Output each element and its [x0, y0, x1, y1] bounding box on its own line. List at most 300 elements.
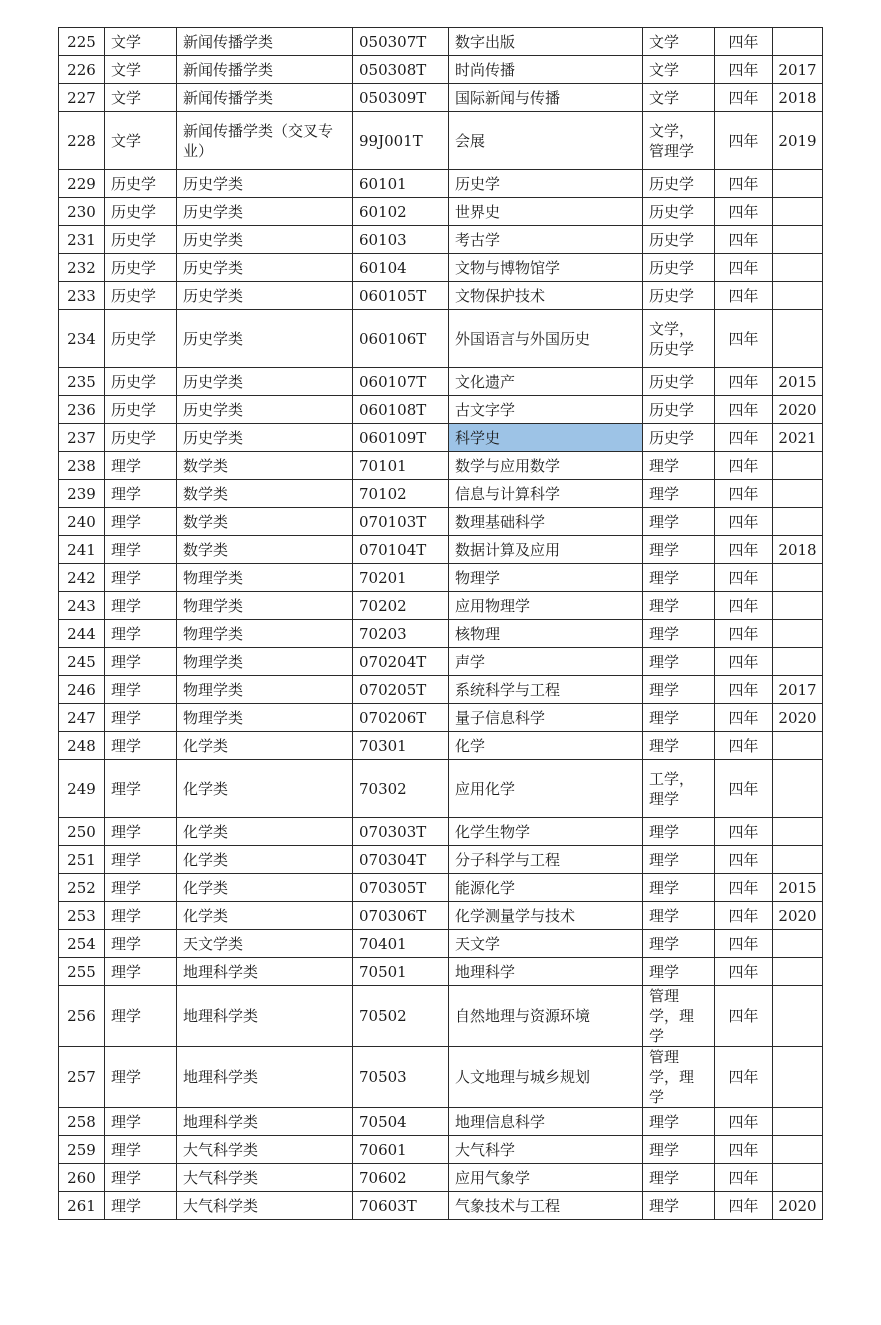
- duration-cell: 四年: [715, 1136, 773, 1164]
- subject-class-cell: 化学类: [177, 874, 353, 902]
- duration-cell: 四年: [715, 592, 773, 620]
- major-name-cell: 数理基础科学: [449, 508, 643, 536]
- table-row: [59, 986, 823, 1047]
- major-name-cell: 信息与计算科学: [449, 480, 643, 508]
- major-name-cell: 应用物理学: [449, 592, 643, 620]
- duration-cell: 四年: [715, 676, 773, 704]
- year-added-cell: [773, 28, 823, 56]
- major-code-cell: 070206T: [353, 704, 449, 732]
- major-name-cell: 文物保护技术: [449, 282, 643, 310]
- major-code-cell: 050309T: [353, 84, 449, 112]
- major-code-cell: 060109T: [353, 424, 449, 452]
- row-number-cell: 253: [59, 902, 105, 930]
- major-name-cell: 自然地理与资源环境: [449, 986, 643, 1047]
- discipline-cell: 历史学: [105, 368, 177, 396]
- table-row: [59, 930, 823, 958]
- row-number-cell: 256: [59, 986, 105, 1047]
- year-added-cell: [773, 620, 823, 648]
- table-row: [59, 620, 823, 648]
- discipline-cell: 历史学: [105, 198, 177, 226]
- major-name-cell: 物理学: [449, 564, 643, 592]
- degree-cell: 文学，管理学: [643, 112, 715, 170]
- year-added-cell: [773, 958, 823, 986]
- duration-cell: 四年: [715, 112, 773, 170]
- subject-class-cell: 数学类: [177, 508, 353, 536]
- major-code-cell: 070303T: [353, 818, 449, 846]
- major-name-cell: 数学与应用数学: [449, 452, 643, 480]
- duration-cell: 四年: [715, 170, 773, 198]
- discipline-cell: 文学: [105, 56, 177, 84]
- major-name-cell: 分子科学与工程: [449, 846, 643, 874]
- subject-class-cell: 新闻传播学类: [177, 84, 353, 112]
- discipline-cell: 理学: [105, 846, 177, 874]
- year-added-cell: [773, 818, 823, 846]
- subject-class-cell: 历史学类: [177, 226, 353, 254]
- subject-class-cell: 物理学类: [177, 564, 353, 592]
- duration-cell: 四年: [715, 874, 773, 902]
- duration-cell: 四年: [715, 536, 773, 564]
- table-row: [59, 396, 823, 424]
- duration-cell: 四年: [715, 1108, 773, 1136]
- row-number-cell: 261: [59, 1192, 105, 1220]
- major-code-cell: 70102: [353, 480, 449, 508]
- year-added-cell: [773, 310, 823, 368]
- duration-cell: 四年: [715, 28, 773, 56]
- major-code-cell: 070104T: [353, 536, 449, 564]
- subject-class-cell: 化学类: [177, 732, 353, 760]
- degree-cell: 理学: [643, 508, 715, 536]
- major-name-cell: 外国语言与外国历史: [449, 310, 643, 368]
- major-name-cell: 人文地理与城乡规划: [449, 1047, 643, 1108]
- row-number-cell: 232: [59, 254, 105, 282]
- duration-cell: 四年: [715, 396, 773, 424]
- discipline-cell: 理学: [105, 902, 177, 930]
- discipline-cell: 理学: [105, 874, 177, 902]
- year-added-cell: [773, 732, 823, 760]
- major-name-cell: 科学史: [449, 424, 643, 452]
- year-added-cell: [773, 846, 823, 874]
- row-number-cell: 246: [59, 676, 105, 704]
- duration-cell: 四年: [715, 424, 773, 452]
- discipline-cell: 历史学: [105, 396, 177, 424]
- subject-class-cell: 大气科学类: [177, 1164, 353, 1192]
- table-row: [59, 874, 823, 902]
- degree-cell: 理学: [643, 480, 715, 508]
- year-added-cell: [773, 480, 823, 508]
- duration-cell: 四年: [715, 254, 773, 282]
- year-added-cell: 2020: [773, 902, 823, 930]
- table-row: [59, 1108, 823, 1136]
- discipline-cell: 历史学: [105, 282, 177, 310]
- major-code-cell: 070204T: [353, 648, 449, 676]
- table-row: [59, 1047, 823, 1108]
- major-code-cell: 70203: [353, 620, 449, 648]
- major-code-cell: 70301: [353, 732, 449, 760]
- degree-cell: 历史学: [643, 282, 715, 310]
- major-name-cell: 会展: [449, 112, 643, 170]
- subject-class-cell: 历史学类: [177, 310, 353, 368]
- major-name-cell: 系统科学与工程: [449, 676, 643, 704]
- table-row: [59, 1164, 823, 1192]
- duration-cell: 四年: [715, 1164, 773, 1192]
- major-code-cell: 70202: [353, 592, 449, 620]
- year-added-cell: 2017: [773, 676, 823, 704]
- row-number-cell: 237: [59, 424, 105, 452]
- year-added-cell: [773, 282, 823, 310]
- major-name-cell: 文物与博物馆学: [449, 254, 643, 282]
- subject-class-cell: 大气科学类: [177, 1192, 353, 1220]
- duration-cell: 四年: [715, 846, 773, 874]
- subject-class-cell: 历史学类: [177, 254, 353, 282]
- degree-cell: 管理学，理学: [643, 986, 715, 1047]
- major-name-cell: 化学生物学: [449, 818, 643, 846]
- discipline-cell: 理学: [105, 732, 177, 760]
- row-number-cell: 230: [59, 198, 105, 226]
- table-row: [59, 846, 823, 874]
- major-name-cell: 能源化学: [449, 874, 643, 902]
- subject-class-cell: 化学类: [177, 760, 353, 818]
- table-row: [59, 368, 823, 396]
- major-code-cell: 070205T: [353, 676, 449, 704]
- row-number-cell: 251: [59, 846, 105, 874]
- table-row: [59, 1192, 823, 1220]
- table-row: [59, 564, 823, 592]
- year-added-cell: [773, 986, 823, 1047]
- discipline-cell: 历史学: [105, 170, 177, 198]
- table-row: [59, 254, 823, 282]
- discipline-cell: 理学: [105, 1136, 177, 1164]
- table-row: [59, 592, 823, 620]
- table-row: [59, 424, 823, 452]
- year-added-cell: 2020: [773, 396, 823, 424]
- major-code-cell: 060107T: [353, 368, 449, 396]
- discipline-cell: 理学: [105, 536, 177, 564]
- table-row: [59, 28, 823, 56]
- discipline-cell: 理学: [105, 508, 177, 536]
- major-name-cell: 地理信息科学: [449, 1108, 643, 1136]
- year-added-cell: 2018: [773, 536, 823, 564]
- row-number-cell: 243: [59, 592, 105, 620]
- degree-cell: 理学: [643, 1136, 715, 1164]
- year-added-cell: [773, 930, 823, 958]
- major-catalog-table: [58, 27, 823, 1220]
- table-row: [59, 1136, 823, 1164]
- subject-class-cell: 天文学类: [177, 930, 353, 958]
- discipline-cell: 理学: [105, 564, 177, 592]
- degree-cell: 文学: [643, 56, 715, 84]
- row-number-cell: 242: [59, 564, 105, 592]
- degree-cell: 理学: [643, 648, 715, 676]
- major-code-cell: 70101: [353, 452, 449, 480]
- table-row: [59, 310, 823, 368]
- duration-cell: 四年: [715, 310, 773, 368]
- degree-cell: 理学: [643, 846, 715, 874]
- table-row: [59, 452, 823, 480]
- major-code-cell: 70602: [353, 1164, 449, 1192]
- table-row: [59, 648, 823, 676]
- degree-cell: 历史学: [643, 424, 715, 452]
- year-added-cell: 2015: [773, 368, 823, 396]
- year-added-cell: [773, 760, 823, 818]
- year-added-cell: 2017: [773, 56, 823, 84]
- row-number-cell: 233: [59, 282, 105, 310]
- duration-cell: 四年: [715, 704, 773, 732]
- year-added-cell: 2018: [773, 84, 823, 112]
- table-row: [59, 818, 823, 846]
- table-row: [59, 282, 823, 310]
- discipline-cell: 理学: [105, 1047, 177, 1108]
- row-number-cell: 228: [59, 112, 105, 170]
- row-number-cell: 236: [59, 396, 105, 424]
- subject-class-cell: 地理科学类: [177, 1047, 353, 1108]
- row-number-cell: 247: [59, 704, 105, 732]
- major-name-cell: 声学: [449, 648, 643, 676]
- year-added-cell: [773, 1136, 823, 1164]
- table-row: [59, 480, 823, 508]
- degree-cell: 文学: [643, 84, 715, 112]
- degree-cell: 文学: [643, 28, 715, 56]
- degree-cell: 理学: [643, 732, 715, 760]
- discipline-cell: 理学: [105, 704, 177, 732]
- table-row: [59, 760, 823, 818]
- row-number-cell: 229: [59, 170, 105, 198]
- discipline-cell: 理学: [105, 1108, 177, 1136]
- subject-class-cell: 新闻传播学类（交叉专业）: [177, 112, 353, 170]
- year-added-cell: [773, 508, 823, 536]
- row-number-cell: 248: [59, 732, 105, 760]
- discipline-cell: 理学: [105, 760, 177, 818]
- degree-cell: 理学: [643, 620, 715, 648]
- year-added-cell: [773, 170, 823, 198]
- major-code-cell: 60102: [353, 198, 449, 226]
- major-code-cell: 70501: [353, 958, 449, 986]
- subject-class-cell: 数学类: [177, 480, 353, 508]
- degree-cell: 历史学: [643, 396, 715, 424]
- degree-cell: 理学: [643, 1192, 715, 1220]
- major-name-cell: 古文字学: [449, 396, 643, 424]
- table-row: [59, 676, 823, 704]
- row-number-cell: 241: [59, 536, 105, 564]
- year-added-cell: 2021: [773, 424, 823, 452]
- degree-cell: 理学: [643, 592, 715, 620]
- duration-cell: 四年: [715, 760, 773, 818]
- row-number-cell: 260: [59, 1164, 105, 1192]
- subject-class-cell: 物理学类: [177, 648, 353, 676]
- subject-class-cell: 化学类: [177, 902, 353, 930]
- major-code-cell: 070304T: [353, 846, 449, 874]
- row-number-cell: 244: [59, 620, 105, 648]
- subject-class-cell: 数学类: [177, 536, 353, 564]
- subject-class-cell: 物理学类: [177, 620, 353, 648]
- table-row: [59, 704, 823, 732]
- major-name-cell: 应用气象学: [449, 1164, 643, 1192]
- major-name-cell: 天文学: [449, 930, 643, 958]
- row-number-cell: 255: [59, 958, 105, 986]
- major-name-cell: 气象技术与工程: [449, 1192, 643, 1220]
- discipline-cell: 历史学: [105, 424, 177, 452]
- degree-cell: 历史学: [643, 226, 715, 254]
- discipline-cell: 理学: [105, 1164, 177, 1192]
- degree-cell: 理学: [643, 930, 715, 958]
- table-row: [59, 56, 823, 84]
- subject-class-cell: 大气科学类: [177, 1136, 353, 1164]
- duration-cell: 四年: [715, 958, 773, 986]
- discipline-cell: 文学: [105, 112, 177, 170]
- duration-cell: 四年: [715, 818, 773, 846]
- duration-cell: 四年: [715, 986, 773, 1047]
- major-code-cell: 60103: [353, 226, 449, 254]
- table-row: [59, 84, 823, 112]
- major-name-cell: 时尚传播: [449, 56, 643, 84]
- major-code-cell: 70502: [353, 986, 449, 1047]
- row-number-cell: 240: [59, 508, 105, 536]
- degree-cell: 理学: [643, 536, 715, 564]
- year-added-cell: [773, 1164, 823, 1192]
- subject-class-cell: 地理科学类: [177, 1108, 353, 1136]
- major-name-cell: 地理科学: [449, 958, 643, 986]
- duration-cell: 四年: [715, 732, 773, 760]
- year-added-cell: [773, 198, 823, 226]
- table-row: [59, 170, 823, 198]
- major-name-cell: 文化遗产: [449, 368, 643, 396]
- duration-cell: 四年: [715, 198, 773, 226]
- major-name-cell: 核物理: [449, 620, 643, 648]
- major-code-cell: 70401: [353, 930, 449, 958]
- duration-cell: 四年: [715, 1047, 773, 1108]
- subject-class-cell: 物理学类: [177, 592, 353, 620]
- discipline-cell: 理学: [105, 930, 177, 958]
- year-added-cell: [773, 1108, 823, 1136]
- degree-cell: 理学: [643, 1164, 715, 1192]
- degree-cell: 理学: [643, 564, 715, 592]
- degree-cell: 管理学，理学: [643, 1047, 715, 1108]
- table-row: [59, 198, 823, 226]
- major-name-cell: 应用化学: [449, 760, 643, 818]
- year-added-cell: [773, 226, 823, 254]
- major-code-cell: 70601: [353, 1136, 449, 1164]
- discipline-cell: 理学: [105, 676, 177, 704]
- table-row: [59, 536, 823, 564]
- year-added-cell: 2019: [773, 112, 823, 170]
- table-row: [59, 508, 823, 536]
- year-added-cell: 2020: [773, 1192, 823, 1220]
- subject-class-cell: 历史学类: [177, 396, 353, 424]
- major-code-cell: 060106T: [353, 310, 449, 368]
- degree-cell: 理学: [643, 874, 715, 902]
- major-code-cell: 70503: [353, 1047, 449, 1108]
- major-code-cell: 60104: [353, 254, 449, 282]
- discipline-cell: 理学: [105, 818, 177, 846]
- row-number-cell: 235: [59, 368, 105, 396]
- degree-cell: 历史学: [643, 198, 715, 226]
- row-number-cell: 258: [59, 1108, 105, 1136]
- discipline-cell: 理学: [105, 620, 177, 648]
- major-name-cell: 化学测量学与技术: [449, 902, 643, 930]
- table-row: [59, 902, 823, 930]
- subject-class-cell: 化学类: [177, 846, 353, 874]
- major-name-cell: 量子信息科学: [449, 704, 643, 732]
- year-added-cell: [773, 452, 823, 480]
- row-number-cell: 227: [59, 84, 105, 112]
- subject-class-cell: 化学类: [177, 818, 353, 846]
- duration-cell: 四年: [715, 452, 773, 480]
- major-name-cell: 数据计算及应用: [449, 536, 643, 564]
- major-code-cell: 050308T: [353, 56, 449, 84]
- degree-cell: 历史学: [643, 368, 715, 396]
- subject-class-cell: 历史学类: [177, 170, 353, 198]
- degree-cell: 工学，理学: [643, 760, 715, 818]
- subject-class-cell: 新闻传播学类: [177, 28, 353, 56]
- row-number-cell: 257: [59, 1047, 105, 1108]
- degree-cell: 历史学: [643, 170, 715, 198]
- year-added-cell: 2015: [773, 874, 823, 902]
- discipline-cell: 理学: [105, 452, 177, 480]
- major-code-cell: 70603T: [353, 1192, 449, 1220]
- year-added-cell: [773, 1047, 823, 1108]
- row-number-cell: 238: [59, 452, 105, 480]
- subject-class-cell: 地理科学类: [177, 986, 353, 1047]
- discipline-cell: 理学: [105, 648, 177, 676]
- duration-cell: 四年: [715, 368, 773, 396]
- major-code-cell: 70201: [353, 564, 449, 592]
- row-number-cell: 225: [59, 28, 105, 56]
- row-number-cell: 245: [59, 648, 105, 676]
- major-name-cell: 考古学: [449, 226, 643, 254]
- year-added-cell: [773, 648, 823, 676]
- duration-cell: 四年: [715, 226, 773, 254]
- year-added-cell: 2020: [773, 704, 823, 732]
- subject-class-cell: 地理科学类: [177, 958, 353, 986]
- major-name-cell: 化学: [449, 732, 643, 760]
- major-name-cell: 国际新闻与传播: [449, 84, 643, 112]
- duration-cell: 四年: [715, 56, 773, 84]
- degree-cell: 理学: [643, 958, 715, 986]
- subject-class-cell: 数学类: [177, 452, 353, 480]
- major-name-cell: 世界史: [449, 198, 643, 226]
- discipline-cell: 理学: [105, 480, 177, 508]
- degree-cell: 理学: [643, 818, 715, 846]
- major-code-cell: 070103T: [353, 508, 449, 536]
- table-body: [59, 28, 823, 1220]
- major-name-cell: 大气科学: [449, 1136, 643, 1164]
- major-code-cell: 050307T: [353, 28, 449, 56]
- major-code-cell: 70504: [353, 1108, 449, 1136]
- degree-cell: 理学: [643, 704, 715, 732]
- degree-cell: 理学: [643, 676, 715, 704]
- major-code-cell: 070306T: [353, 902, 449, 930]
- duration-cell: 四年: [715, 620, 773, 648]
- row-number-cell: 226: [59, 56, 105, 84]
- subject-class-cell: 历史学类: [177, 198, 353, 226]
- major-code-cell: 070305T: [353, 874, 449, 902]
- discipline-cell: 理学: [105, 1192, 177, 1220]
- discipline-cell: 历史学: [105, 254, 177, 282]
- table-row: [59, 732, 823, 760]
- duration-cell: 四年: [715, 1192, 773, 1220]
- major-code-cell: 60101: [353, 170, 449, 198]
- major-code-cell: 99J001T: [353, 112, 449, 170]
- duration-cell: 四年: [715, 648, 773, 676]
- subject-class-cell: 历史学类: [177, 282, 353, 310]
- duration-cell: 四年: [715, 282, 773, 310]
- subject-class-cell: 历史学类: [177, 424, 353, 452]
- row-number-cell: 234: [59, 310, 105, 368]
- year-added-cell: [773, 592, 823, 620]
- discipline-cell: 理学: [105, 986, 177, 1047]
- major-code-cell: 70302: [353, 760, 449, 818]
- row-number-cell: 249: [59, 760, 105, 818]
- subject-class-cell: 物理学类: [177, 676, 353, 704]
